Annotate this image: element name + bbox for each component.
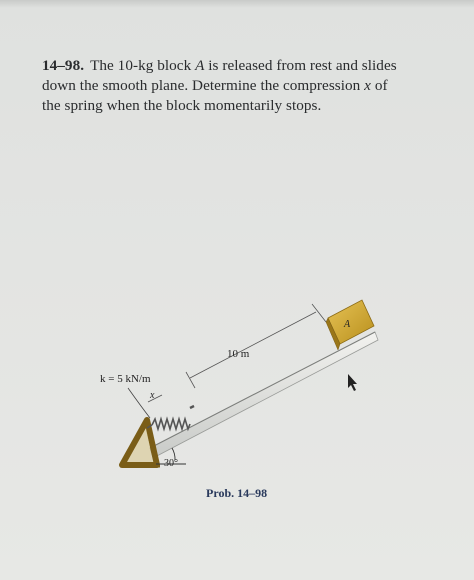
mouse-cursor-icon: [348, 374, 357, 391]
figure-caption: Prob. 14–98: [206, 486, 268, 500]
distance-extension-left: [186, 372, 195, 388]
problem-number: 14–98.: [42, 57, 85, 74]
distance-dimension-line: [190, 312, 316, 378]
problem-text-1a: The 10-kg block: [90, 57, 192, 74]
inclined-plane: [150, 332, 378, 458]
angle-label: 30°: [164, 458, 178, 469]
spring-leader-line: [128, 388, 150, 418]
spring: [147, 406, 194, 429]
variable-x: x: [364, 77, 371, 94]
distance-label: 10 m: [227, 348, 250, 360]
plane-top-edge: [150, 332, 375, 448]
spring-constant-label: k = 5 kN/m: [100, 373, 151, 385]
problem-text-2a: down the smooth plane. Determine the compression: [42, 77, 361, 94]
block-label: A: [344, 319, 351, 330]
compression-label: x: [150, 390, 155, 401]
block-name: A: [195, 57, 205, 74]
problem-text-1b: is released from rest and slides: [208, 57, 397, 74]
problem-line-3: the spring when the block momentarily stops.: [42, 97, 322, 114]
problem-text-2b: of: [374, 77, 388, 94]
